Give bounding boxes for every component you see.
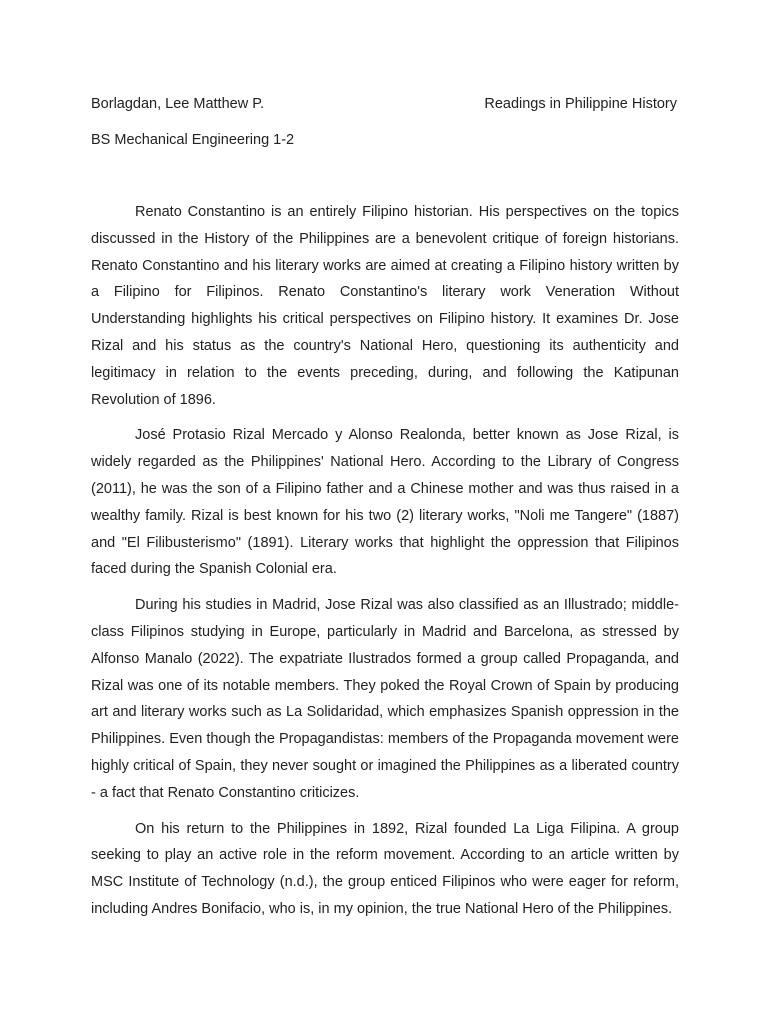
course-title: Readings in Philippine History	[484, 96, 677, 112]
program-section: BS Mechanical Engineering 1-2	[91, 132, 295, 148]
document-header	[91, 93, 677, 115]
paragraph-1: Renato Constantino is an entirely Filipino historian. His perspectives on the topics discussed in the History of the Philippines are a benevolent critique of foreign historians. Renato Constantino and his literary works are aimed at creating a Filipino history written by a Filipino for Filipinos. Renato Constantino's literary work Veneration Without Understanding highlights his critical perspectives on Filipino history. It examines Dr. Jose Rizal and his status as the country's National Hero, questioning its authenticity and legitimacy in relation to the events preceding, during, and following the Katipunan Revolution of 1896.	[91, 204, 679, 408]
paragraph-4: On his return to the Philippines in 1892, Rizal founded La Liga Filipina. A group seeking to play an active role in the reform movement. According to an article written by MSC Institute of Technology (n.d.), the group enticed Filipinos who were eager for reform, including Andres Bonifacio, who is, in my opinion, the true National Hero of the Philippines.	[91, 820, 679, 917]
author-name: Borlagdan, Lee Matthew P.	[91, 96, 265, 112]
paragraph-3: During his studies in Madrid, Jose Rizal was also classified as an Illustrado; middle-class Filipinos studying in Europe, particularly in Madrid and Barcelona, as stressed by Alfonso Manalo (2022). The expatriate Ilustrados formed a group called Propaganda, and Rizal was one of its notable members. They poked the Royal Crown of Spain by producing art and literary works such as La Solidaridad, which emphasizes Spanish oppression in the Philippines. Even though the Propagandistas: members of the Propaganda movement were highly critical of Spain, they never sought or imagined the Philippines as a liberated country - a fact that Renato Constantino criticizes.	[91, 597, 679, 801]
paragraph-2: José Protasio Rizal Mercado y Alonso Realonda, better known as Jose Rizal, is widely regarded as the Philippines' National Hero. According to the Library of Congress (2011), he was the son of a Filipino father and a Chinese mother and was thus raised in a wealthy family. Rizal is best known for his two (2) literary works, "Noli me Tangere" (1887) and "El Filibusterismo" (1891). Literary works that highlight the oppression that Filipinos faced during the Spanish Colonial era.	[91, 427, 679, 578]
essay-body	[91, 199, 679, 932]
